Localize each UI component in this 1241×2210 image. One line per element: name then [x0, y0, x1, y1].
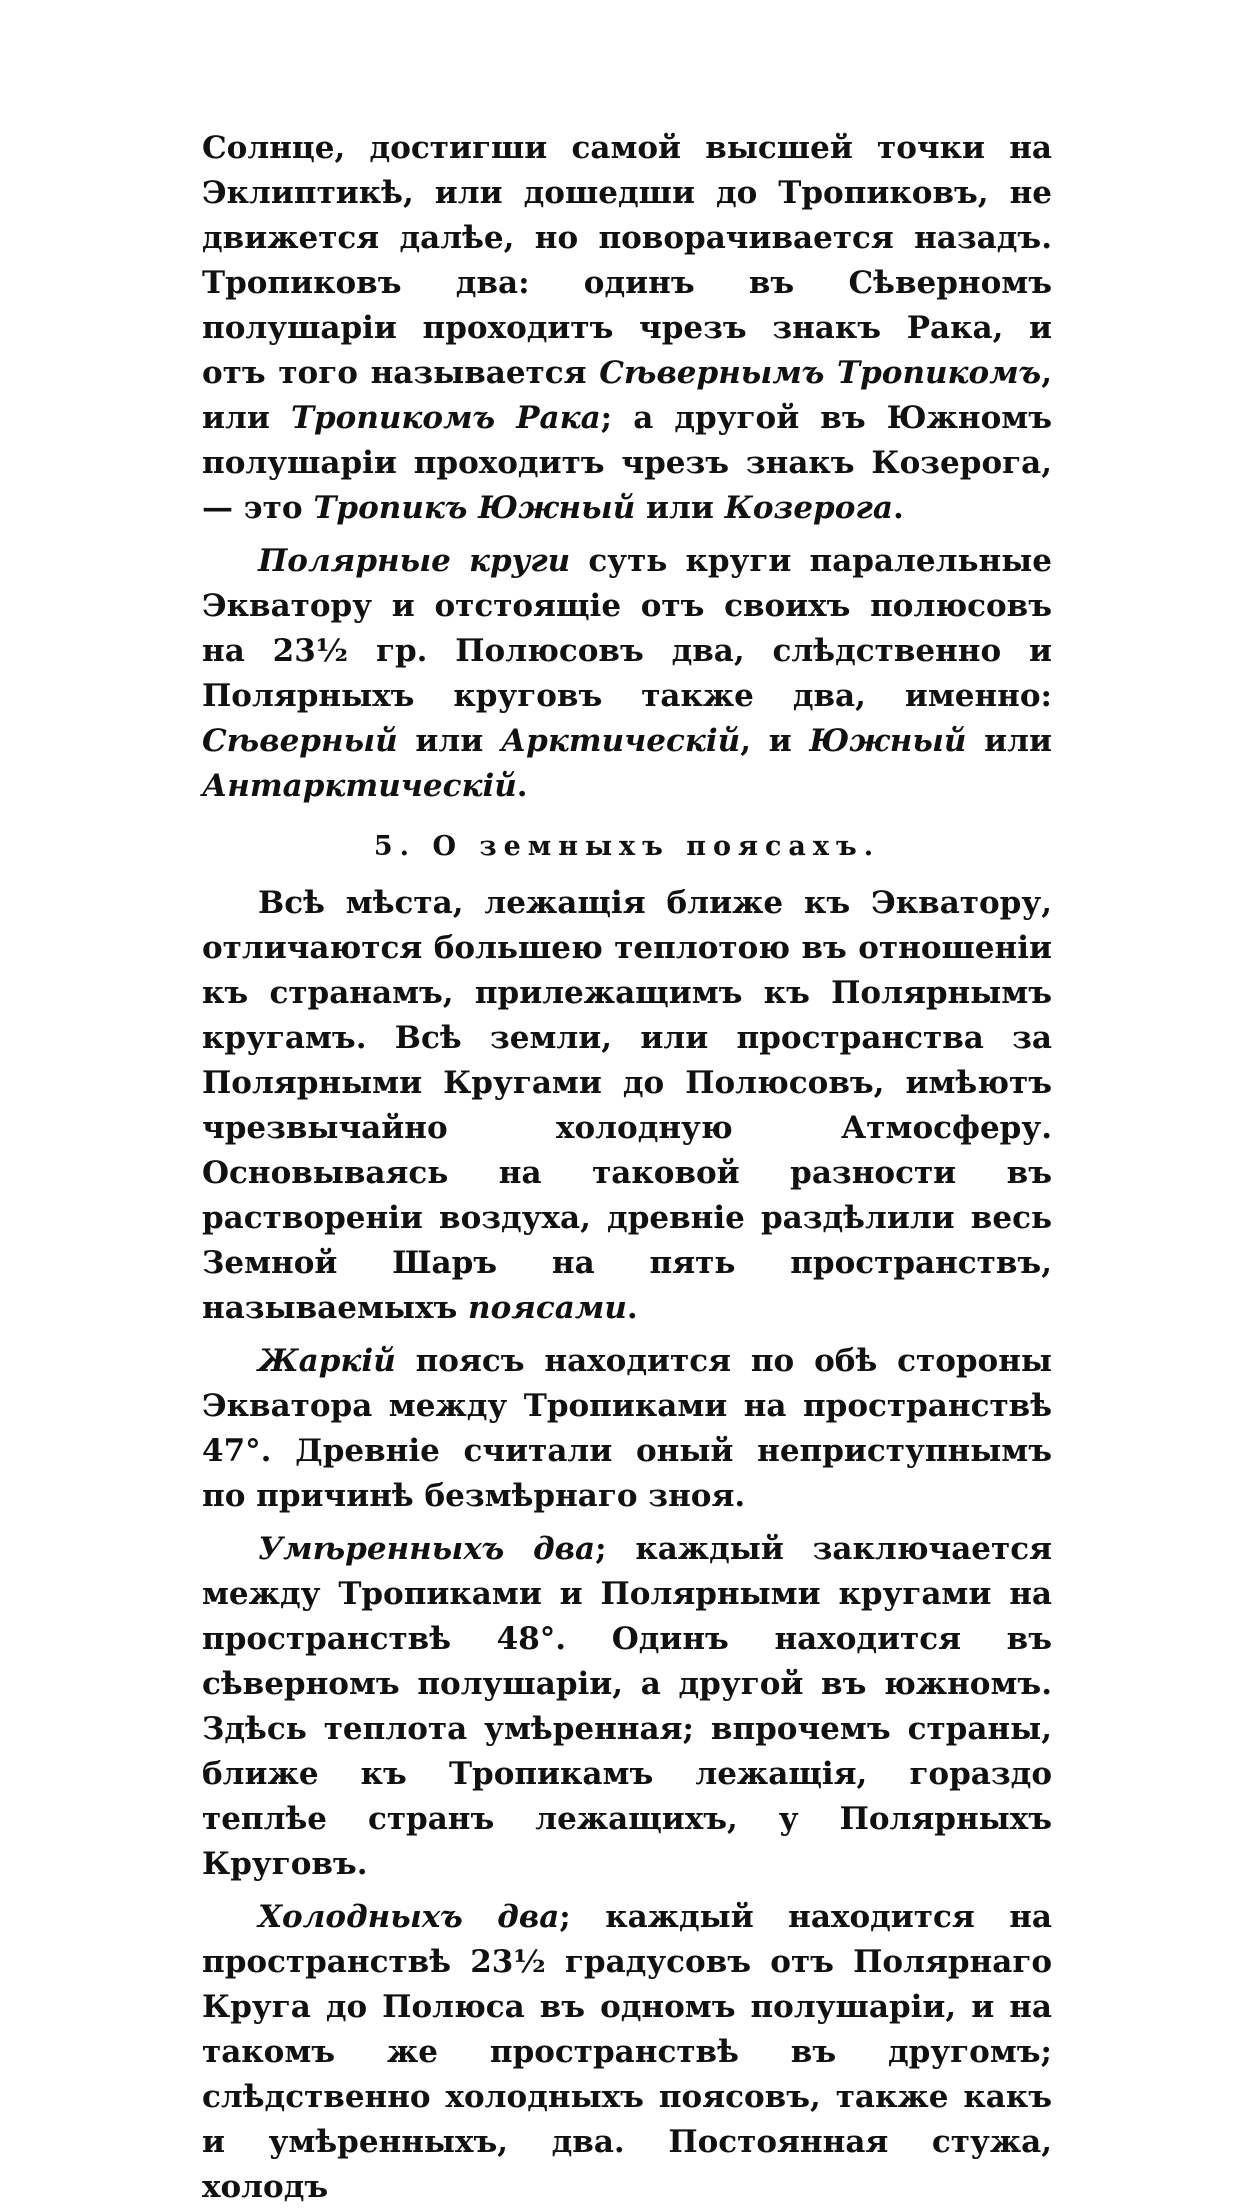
page-text — [202, 126, 1052, 2210]
italic-term: Тропикъ Южный — [313, 490, 636, 526]
text-run: . — [892, 490, 904, 526]
text-run: , и — [740, 723, 810, 759]
text-run: или — [635, 490, 725, 526]
italic-term: Сѣвернымъ Тропикомъ — [599, 355, 1042, 391]
paragraph-cold-zones — [202, 1895, 1052, 2210]
section-heading: 5. О земныхъ поясахъ. — [373, 831, 881, 862]
paragraph-hot-zone — [202, 1339, 1052, 1519]
italic-term: Полярные круги — [258, 543, 571, 579]
paragraph-temperate-zones — [202, 1527, 1052, 1887]
paragraph-polar-circles — [202, 539, 1052, 809]
italic-term: Арктическій — [500, 723, 741, 759]
text-run: суть круги паралельные Экватору и отстоящіе отъ своихъ полюсовъ на 23½ гр. Полюсовъ два, слѣдственно и Полярныхъ круговъ также два, именно: — [202, 543, 1053, 714]
text-run: или — [966, 723, 1052, 759]
text-run: , или — [202, 355, 1052, 436]
text-run: Всѣ мѣста, лежащія ближе къ Экватору, отличаются большею теплотою въ отношеніи къ странамъ, прилежащимъ къ Полярнымъ кругамъ. Всѣ земли, или пространства за Полярными Кругами до Полюсовъ, имѣютъ чрезвычайно холодную Атмосферу. Основываясь на таковой разности въ раствореніи воздуха, древніе раздѣлили весь Земной Шаръ на пять пространствъ, называемыхъ — [202, 885, 1052, 1326]
text-run: . — [516, 768, 528, 804]
italic-term: Тропикомъ Рака — [290, 400, 601, 436]
text-run: ; каждый заключается между Тропиками и Полярными кругами на пространствѣ 48°. Одинъ находится въ сѣверномъ полушаріи, а другой въ южномъ. Здѣсь теплота умѣренная; впрочемъ страны, ближе къ Тропикамъ лежащія, гораздо теплѣе странъ лежащихъ, у Полярныхъ Круговъ. — [202, 1531, 1052, 1882]
text-run: . — [626, 1290, 638, 1326]
text-run: ; каждый находится на пространствѣ 23½ градусовъ отъ Полярнаго Круга до Полюса въ одномъ полушаріи, и на такомъ же пространствѣ въ другомъ; слѣдственно холодныхъ поясовъ, также какъ и умѣренныхъ, два. Постоянная стужа, холодъ — [202, 1899, 1053, 2205]
italic-term: Жаркій — [258, 1343, 396, 1379]
italic-term: Южный — [809, 723, 967, 759]
text-run: поясъ находится по обѣ стороны Экватора между Тропиками на пространствѣ 47°. Древніе считали оный неприступнымъ по причинѣ безмѣрнаго зноя. — [202, 1343, 1052, 1514]
italic-term: Умѣренныхъ два — [258, 1531, 596, 1567]
paragraph-zones-intro — [202, 881, 1052, 1331]
italic-term: Козерога — [724, 490, 893, 526]
italic-term: Сѣверный — [202, 723, 398, 759]
paragraph-tropics — [202, 126, 1052, 531]
text-run: или — [397, 723, 501, 759]
text-run: Солнце, достигши самой высшей точки на Эклиптикѣ, или дошедши до Тропиковъ, не движется далѣе, но поворачивается назадъ. Тропиковъ два: одинъ въ Сѣверномъ полушаріи проходитъ чрезъ знакъ Рака, и отъ того называется — [202, 130, 1052, 391]
italic-term: Холодныхъ два — [258, 1899, 560, 1935]
italic-term: поясами — [468, 1290, 627, 1326]
italic-term: Антарктическій — [202, 768, 517, 804]
text-run: ; а другой въ Южномъ полушаріи проходитъ чрезъ знакъ Козерога, — это — [202, 400, 1052, 526]
